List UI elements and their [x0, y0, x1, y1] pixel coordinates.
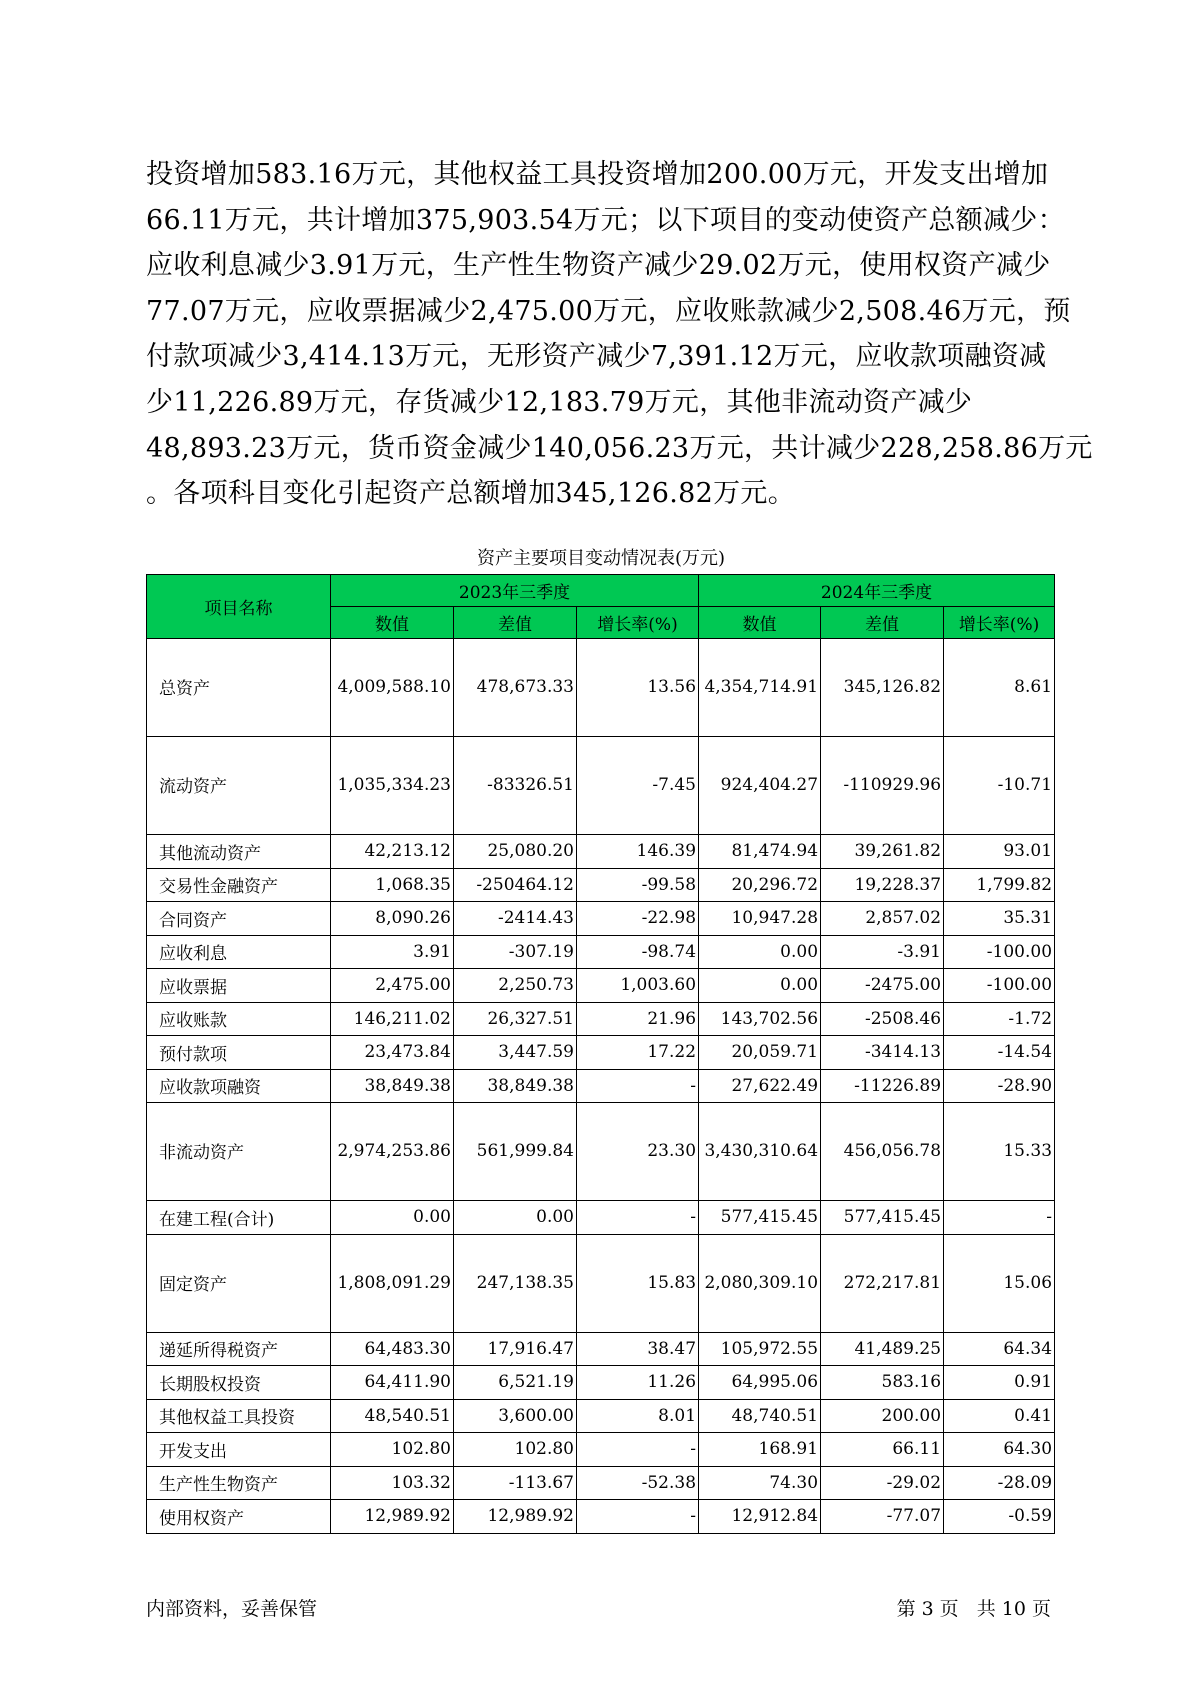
- cell-value-2023: 4,009,588.10: [331, 639, 454, 737]
- row-item-name: 使用权资产: [147, 1500, 331, 1534]
- paragraph-line: 付款项减少3,414.13万元，无形资产减少7,391.12万元，应收款项融资减: [146, 341, 1047, 373]
- cell-diff-2023: -250464.12: [454, 868, 577, 902]
- page-label: 第: [896, 1598, 916, 1620]
- cell-value-2024: 20,296.72: [699, 868, 821, 902]
- cell-value-2023: 12,989.92: [331, 1500, 454, 1534]
- footer-confidential: 内部资料，妥善保管: [146, 1598, 318, 1620]
- cell-growth-2023: -: [577, 1433, 699, 1467]
- cell-growth-2023: -98.74: [577, 935, 699, 969]
- cell-value-2023: 1,808,091.29: [331, 1234, 454, 1332]
- header-value-2023: 数值: [331, 607, 454, 639]
- cell-diff-2024: 345,126.82: [821, 639, 944, 737]
- cell-growth-2024: -14.54: [944, 1036, 1055, 1070]
- cell-diff-2023: 3,447.59: [454, 1036, 577, 1070]
- cell-value-2023: 146,211.02: [331, 1002, 454, 1036]
- header-diff-2024: 差值: [821, 607, 944, 639]
- header-2024-q3: 2024年三季度: [699, 575, 1055, 607]
- paragraph-line: 应收利息减少3.91万元，生产性生物资产减少29.02万元，使用权资产减少: [146, 250, 1051, 282]
- row-item-name: 合同资产: [147, 902, 331, 936]
- table-row: [147, 1433, 1055, 1467]
- cell-value-2024: 577,415.45: [699, 1201, 821, 1235]
- cell-value-2023: 2,475.00: [331, 969, 454, 1003]
- paragraph-line: 66.11万元，共计增加375,903.54万元；以下项目的变动使资产总额减少：: [146, 204, 1065, 236]
- table-row: [147, 969, 1055, 1003]
- cell-diff-2024: 2,857.02: [821, 902, 944, 936]
- cell-diff-2024: -3.91: [821, 935, 944, 969]
- table-row: [147, 935, 1055, 969]
- cell-growth-2024: 35.31: [944, 902, 1055, 936]
- table-row: [147, 1103, 1055, 1201]
- cell-value-2024: 64,995.06: [699, 1366, 821, 1400]
- cell-diff-2023: 561,999.84: [454, 1103, 577, 1201]
- cell-growth-2023: 15.83: [577, 1234, 699, 1332]
- table-row: [147, 1234, 1055, 1332]
- table-row: [147, 902, 1055, 936]
- cell-diff-2023: 0.00: [454, 1201, 577, 1235]
- table-row: [147, 1036, 1055, 1070]
- cell-value-2023: 38,849.38: [331, 1069, 454, 1103]
- cell-growth-2024: -28.09: [944, 1466, 1055, 1500]
- row-item-name: 固定资产: [147, 1234, 331, 1332]
- cell-diff-2023: 25,080.20: [454, 835, 577, 869]
- cell-value-2023: 64,483.30: [331, 1332, 454, 1366]
- table-row: [147, 1332, 1055, 1366]
- cell-growth-2023: 146.39: [577, 835, 699, 869]
- table-row: [147, 1399, 1055, 1433]
- cell-diff-2024: 41,489.25: [821, 1332, 944, 1366]
- asset-change-table: [146, 574, 1055, 1534]
- cell-growth-2024: 0.41: [944, 1399, 1055, 1433]
- table-row: [147, 835, 1055, 869]
- row-item-name: 应收票据: [147, 969, 331, 1003]
- cell-diff-2024: 456,056.78: [821, 1103, 944, 1201]
- cell-value-2024: 10,947.28: [699, 902, 821, 936]
- cell-growth-2024: -100.00: [944, 935, 1055, 969]
- cell-growth-2023: -22.98: [577, 902, 699, 936]
- cell-value-2024: 48,740.51: [699, 1399, 821, 1433]
- header-diff-2023: 差值: [454, 607, 577, 639]
- page-num: 3: [921, 1598, 934, 1620]
- header-growth-2024: 增长率(%): [944, 607, 1055, 639]
- table-row: [147, 639, 1055, 737]
- table-row: [147, 1002, 1055, 1036]
- cell-diff-2024: 66.11: [821, 1433, 944, 1467]
- cell-diff-2023: 38,849.38: [454, 1069, 577, 1103]
- table-row: [147, 1466, 1055, 1500]
- table-row: [147, 1366, 1055, 1400]
- cell-growth-2023: -: [577, 1500, 699, 1534]
- body-paragraph: [146, 152, 1093, 517]
- cell-value-2024: 924,404.27: [699, 737, 821, 835]
- cell-diff-2023: -307.19: [454, 935, 577, 969]
- cell-diff-2023: 3,600.00: [454, 1399, 577, 1433]
- header-item-name: 项目名称: [147, 575, 331, 639]
- cell-diff-2023: 478,673.33: [454, 639, 577, 737]
- cell-value-2023: 2,974,253.86: [331, 1103, 454, 1201]
- row-item-name: 其他权益工具投资: [147, 1399, 331, 1433]
- cell-diff-2024: 583.16: [821, 1366, 944, 1400]
- header-2023-q3: 2023年三季度: [331, 575, 699, 607]
- total-num: 10: [1001, 1598, 1026, 1620]
- cell-diff-2024: -11226.89: [821, 1069, 944, 1103]
- cell-growth-2024: 64.34: [944, 1332, 1055, 1366]
- cell-value-2024: 3,430,310.64: [699, 1103, 821, 1201]
- cell-value-2024: 74.30: [699, 1466, 821, 1500]
- cell-diff-2023: -113.67: [454, 1466, 577, 1500]
- table-caption: 资产主要项目变动情况表(万元): [476, 548, 726, 569]
- cell-growth-2023: 38.47: [577, 1332, 699, 1366]
- cell-value-2024: 0.00: [699, 969, 821, 1003]
- cell-value-2024: 168.91: [699, 1433, 821, 1467]
- cell-value-2023: 8,090.26: [331, 902, 454, 936]
- cell-growth-2023: -99.58: [577, 868, 699, 902]
- cell-growth-2024: 1,799.82: [944, 868, 1055, 902]
- cell-value-2023: 1,035,334.23: [331, 737, 454, 835]
- cell-value-2023: 42,213.12: [331, 835, 454, 869]
- footer-page-number: [894, 1594, 1054, 1621]
- row-item-name: 应收款项融资: [147, 1069, 331, 1103]
- cell-diff-2023: 17,916.47: [454, 1332, 577, 1366]
- cell-value-2023: 3.91: [331, 935, 454, 969]
- cell-value-2024: 27,622.49: [699, 1069, 821, 1103]
- cell-growth-2023: 1,003.60: [577, 969, 699, 1003]
- row-item-name: 长期股权投资: [147, 1366, 331, 1400]
- table-row: [147, 737, 1055, 835]
- cell-diff-2024: -29.02: [821, 1466, 944, 1500]
- header-value-2024: 数值: [699, 607, 821, 639]
- cell-value-2024: 143,702.56: [699, 1002, 821, 1036]
- cell-value-2024: 12,912.84: [699, 1500, 821, 1534]
- row-item-name: 流动资产: [147, 737, 331, 835]
- cell-value-2023: 64,411.90: [331, 1366, 454, 1400]
- cell-value-2024: 2,080,309.10: [699, 1234, 821, 1332]
- cell-diff-2023: 102.80: [454, 1433, 577, 1467]
- cell-growth-2024: 15.06: [944, 1234, 1055, 1332]
- cell-growth-2023: -: [577, 1069, 699, 1103]
- cell-growth-2023: 21.96: [577, 1002, 699, 1036]
- cell-growth-2023: -: [577, 1201, 699, 1235]
- cell-value-2023: 23,473.84: [331, 1036, 454, 1070]
- paragraph-line: 48,893.23万元，货币资金减少140,056.23万元，共计减少228,258.86万元: [146, 432, 1093, 464]
- row-item-name: 预付款项: [147, 1036, 331, 1070]
- cell-diff-2024: -3414.13: [821, 1036, 944, 1070]
- cell-value-2024: 0.00: [699, 935, 821, 969]
- paragraph-line: 少11,226.89万元，存货减少12,183.79万元，其他非流动资产减少: [146, 386, 973, 418]
- cell-growth-2023: -7.45: [577, 737, 699, 835]
- row-item-name: 应收账款: [147, 1002, 331, 1036]
- cell-diff-2023: 2,250.73: [454, 969, 577, 1003]
- cell-diff-2024: 577,415.45: [821, 1201, 944, 1235]
- cell-diff-2023: 26,327.51: [454, 1002, 577, 1036]
- cell-growth-2024: 64.30: [944, 1433, 1055, 1467]
- cell-growth-2023: 11.26: [577, 1366, 699, 1400]
- cell-value-2024: 81,474.94: [699, 835, 821, 869]
- paragraph-line: 。各项科目变化引起资产总额增加345,126.82万元。: [146, 478, 795, 510]
- paragraph-line: 77.07万元，应收票据减少2,475.00万元，应收账款减少2,508.46万元，预: [146, 295, 1071, 327]
- row-item-name: 其他流动资产: [147, 835, 331, 869]
- cell-growth-2024: -: [944, 1201, 1055, 1235]
- cell-value-2023: 0.00: [331, 1201, 454, 1235]
- paragraph-line: 投资增加583.16万元，其他权益工具投资增加200.00万元，开发支出增加: [146, 159, 1049, 190]
- cell-diff-2023: 12,989.92: [454, 1500, 577, 1534]
- cell-growth-2024: -28.90: [944, 1069, 1055, 1103]
- table-row: [147, 868, 1055, 902]
- cell-diff-2024: -2508.46: [821, 1002, 944, 1036]
- cell-growth-2023: 23.30: [577, 1103, 699, 1201]
- cell-growth-2023: 13.56: [577, 639, 699, 737]
- page-unit: 页: [939, 1598, 959, 1620]
- cell-value-2023: 103.32: [331, 1466, 454, 1500]
- cell-growth-2024: 93.01: [944, 835, 1055, 869]
- cell-growth-2024: -1.72: [944, 1002, 1055, 1036]
- cell-growth-2024: -100.00: [944, 969, 1055, 1003]
- cell-value-2023: 48,540.51: [331, 1399, 454, 1433]
- table-row: [147, 1069, 1055, 1103]
- cell-value-2024: 4,354,714.91: [699, 639, 821, 737]
- cell-diff-2023: -2414.43: [454, 902, 577, 936]
- row-item-name: 交易性金融资产: [147, 868, 331, 902]
- cell-diff-2024: 272,217.81: [821, 1234, 944, 1332]
- cell-growth-2024: -10.71: [944, 737, 1055, 835]
- row-item-name: 应收利息: [147, 935, 331, 969]
- table-body: [147, 639, 1055, 1534]
- cell-diff-2023: 6,521.19: [454, 1366, 577, 1400]
- table-row: [147, 1500, 1055, 1534]
- cell-diff-2024: 39,261.82: [821, 835, 944, 869]
- cell-growth-2023: -52.38: [577, 1466, 699, 1500]
- cell-diff-2024: -2475.00: [821, 969, 944, 1003]
- cell-diff-2024: 200.00: [821, 1399, 944, 1433]
- table-row: [147, 1201, 1055, 1235]
- cell-growth-2023: 17.22: [577, 1036, 699, 1070]
- total-unit: 页: [1031, 1598, 1051, 1620]
- cell-value-2023: 1,068.35: [331, 868, 454, 902]
- total-label: 共: [976, 1598, 996, 1620]
- row-item-name: 开发支出: [147, 1433, 331, 1467]
- cell-growth-2024: 15.33: [944, 1103, 1055, 1201]
- cell-growth-2024: 8.61: [944, 639, 1055, 737]
- cell-diff-2023: 247,138.35: [454, 1234, 577, 1332]
- cell-diff-2024: -77.07: [821, 1500, 944, 1534]
- cell-value-2023: 102.80: [331, 1433, 454, 1467]
- row-item-name: 生产性生物资产: [147, 1466, 331, 1500]
- cell-diff-2024: -110929.96: [821, 737, 944, 835]
- cell-value-2024: 105,972.55: [699, 1332, 821, 1366]
- header-growth-2023: 增长率(%): [577, 607, 699, 639]
- row-item-name: 非流动资产: [147, 1103, 331, 1201]
- row-item-name: 在建工程(合计): [147, 1201, 331, 1235]
- cell-value-2024: 20,059.71: [699, 1036, 821, 1070]
- cell-diff-2023: -83326.51: [454, 737, 577, 835]
- row-item-name: 总资产: [147, 639, 331, 737]
- cell-growth-2024: 0.91: [944, 1366, 1055, 1400]
- cell-diff-2024: 19,228.37: [821, 868, 944, 902]
- cell-growth-2023: 8.01: [577, 1399, 699, 1433]
- cell-growth-2024: -0.59: [944, 1500, 1055, 1534]
- row-item-name: 递延所得税资产: [147, 1332, 331, 1366]
